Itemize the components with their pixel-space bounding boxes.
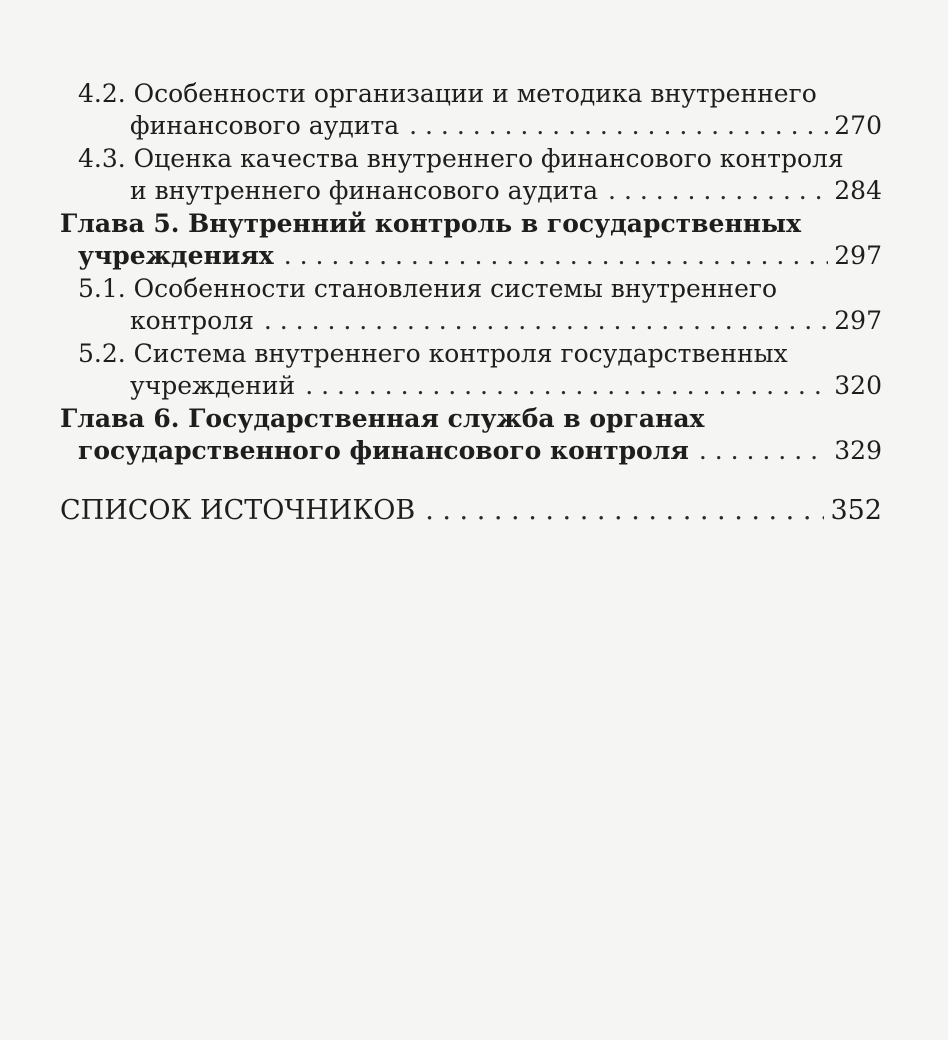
dot-leader <box>284 240 829 272</box>
toc-entry-title-continued: контроля <box>130 306 254 335</box>
dot-leader <box>699 435 828 467</box>
toc-entry-continuation-line <box>60 435 882 467</box>
toc-entry-title-continued: государственного финансового контроля <box>78 436 689 465</box>
toc-entry-title-line <box>60 493 882 529</box>
toc-page-number: 297 <box>834 306 882 335</box>
dot-leader <box>264 305 828 337</box>
sources-heading: СПИСОК ИСТОЧНИКОВ <box>60 495 416 526</box>
toc-entry-4-2 <box>60 78 882 142</box>
toc-chapter-5 <box>60 208 882 272</box>
dot-leader <box>608 175 828 207</box>
toc-entry-title-line <box>60 338 882 370</box>
toc-sources-entry <box>60 493 882 529</box>
dot-leader <box>425 493 824 529</box>
toc-entry-title-continued: учреждений <box>130 371 296 400</box>
toc-chapter-6 <box>60 403 882 467</box>
toc-entry-5-2 <box>60 338 882 402</box>
toc-entry-title-line <box>60 273 882 305</box>
toc-entry-title-continued: финансового аудита <box>130 111 400 140</box>
toc-entry-title: Глава 6. Государственная служба в органах <box>60 404 705 433</box>
toc-entry-5-1 <box>60 273 882 337</box>
toc-page-number: 329 <box>834 436 882 465</box>
dot-leader <box>305 370 828 402</box>
toc-entry-title-line <box>60 403 882 435</box>
toc-entry-title-continued: и внутреннего финансового аудита <box>130 176 599 205</box>
table-of-contents <box>60 78 882 529</box>
toc-page-number: 284 <box>834 176 882 205</box>
toc-page-number: 297 <box>834 241 882 270</box>
dot-leader <box>409 110 828 142</box>
toc-entry-4-3 <box>60 143 882 207</box>
toc-entry-title: 5.1. Особенности становления системы внутреннего <box>78 274 778 303</box>
toc-page-number: 270 <box>834 111 882 140</box>
toc-page-number: 352 <box>830 495 882 526</box>
toc-entry-continuation-line <box>60 305 882 337</box>
toc-entry-title: 4.2. Особенности организации и методика внутреннего <box>78 79 817 108</box>
toc-entry-title: Глава 5. Внутренний контроль в государственных <box>60 209 802 238</box>
toc-page-number: 320 <box>834 371 882 400</box>
toc-entry-title-line <box>60 143 882 175</box>
toc-entry-continuation-line <box>60 175 882 207</box>
toc-entry-continuation-line <box>60 370 882 402</box>
toc-entry-title-continued: учреждениях <box>78 241 274 270</box>
toc-entry-title-line <box>60 208 882 240</box>
toc-entry-title: 4.3. Оценка качества внутреннего финансового контроля <box>78 144 844 173</box>
toc-entry-title: 5.2. Система внутреннего контроля государственных <box>78 339 788 368</box>
toc-entry-continuation-line <box>60 110 882 142</box>
toc-entry-title-line <box>60 78 882 110</box>
toc-entry-continuation-line <box>60 240 882 272</box>
